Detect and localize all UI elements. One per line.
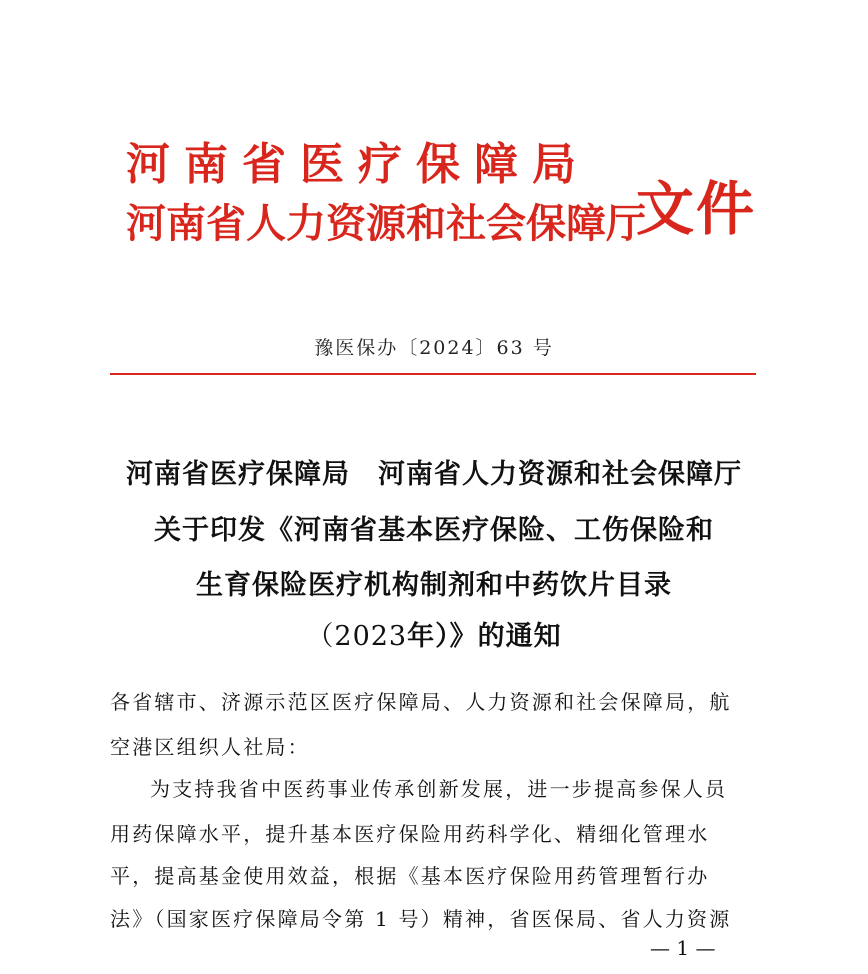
body-line-6: 法》（国家医疗保障局令第 1 号）精神，省医保局、省人力资源: [110, 907, 732, 931]
body-line-1: 各省辖市、济源示范区医疗保障局、人力资源和社会保障局，航: [110, 690, 732, 714]
title-line-1: 河南省医疗保障局 河南省人力资源和社会保障厅: [126, 459, 742, 490]
title-line-2: 关于印发《河南省基本医疗保险、工伤保险和: [154, 515, 714, 546]
body-line-3: 为支持我省中医药事业传承创新发展，进一步提高参保人员: [150, 777, 728, 801]
title-line-4: [0, 614, 868, 653]
body-line-5: 平，提高基金使用效益，根据《基本医疗保险用药管理暂行办: [110, 864, 710, 888]
body-line-4: 用药保障水平，提升基本医疗保险用药科学化、精细化管理水: [110, 822, 710, 846]
title-year: （2023: [306, 621, 408, 652]
body-line-2: 空港区组织人社局：: [110, 735, 310, 759]
red-divider: [110, 373, 756, 375]
issuer-line-2: 河南省人力资源和社会保障厅: [126, 200, 646, 247]
document-type-word: 文件: [636, 175, 757, 243]
title-line-3: 生育保险医疗机构制剂和中药饮片目录: [196, 570, 672, 601]
page-number: — 1 —: [650, 936, 716, 960]
title-year-word: 年）: [407, 621, 450, 652]
issuer-line-1: 河南省医疗保障局: [126, 139, 590, 190]
title-suffix: 》的通知: [449, 621, 562, 652]
document-number: 豫医保办〔2024〕63 号: [314, 337, 554, 359]
